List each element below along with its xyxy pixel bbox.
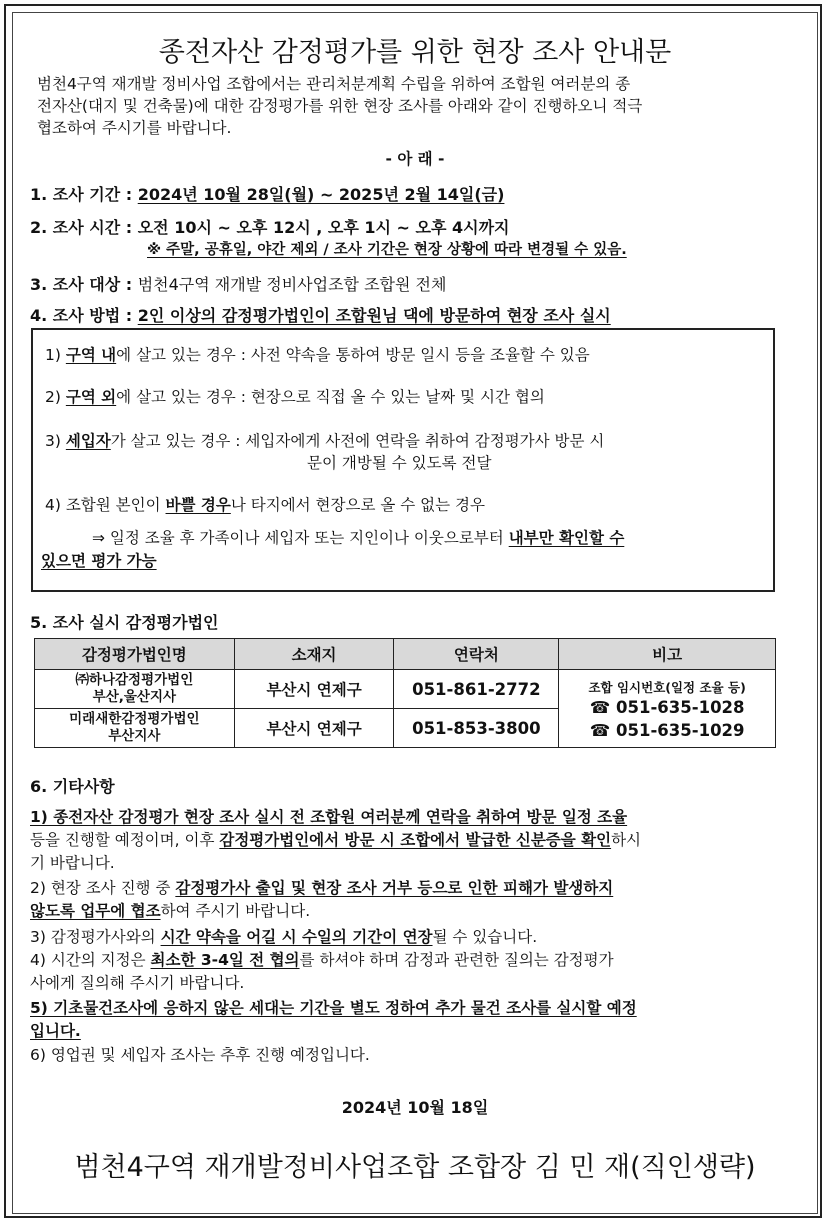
etc-2-emphasis-b: 않도록 업무에 협조: [30, 902, 161, 920]
signature-line: 범천4구역 재개발정비사업조합 조합장 김 민 재(직인생략): [74, 1152, 756, 1183]
case-2-emphasis: 구역 외: [65, 388, 117, 406]
etc-5-line-1: 5) 기초물건조사에 응하지 않은 세대는 기간을 별도 정하여 추가 물건 조사를 실시할 예정: [30, 999, 637, 1017]
item-time: [30, 215, 510, 238]
firm-name-cell: [35, 709, 235, 748]
header-remarks: 비고: [559, 639, 776, 670]
case-tenant-line-2: 문이 개방될 수 있도록 전달: [307, 454, 492, 472]
item-period-label: 1. 조사 기간 :: [30, 185, 138, 204]
intro-line-3: 협조하여 주시기를 바랍니다.: [37, 119, 232, 137]
remarks-phone-2: ☎ 051-635-1029: [589, 720, 745, 740]
item-method: [30, 303, 611, 326]
item-time-value: 오전 10시 ~ 오후 12시 , 오후 1시 ~ 오후 4시까지: [137, 218, 510, 237]
notice-date: 2024년 10월 18일: [341, 1098, 489, 1117]
item-time-note: ※ 주말, 공휴일, 야간 제외 / 조사 기간은 현장 상황에 따라 변경될 수 있음.: [147, 242, 627, 258]
center-heading: - 아 래 -: [385, 150, 445, 168]
firm-location: 부산시 연제구: [234, 670, 394, 709]
etc-1-text-a: 등을 진행할 예정이며, 이후: [30, 831, 220, 849]
etc-4-text-a: 4) 시간의 지정은: [30, 951, 151, 969]
etc-6: 6) 영업권 및 세입자 조사는 추후 진행 예정입니다.: [30, 1046, 370, 1064]
case-1-emphasis: 구역 내: [65, 346, 117, 364]
etc-2-emphasis: 감정평가사 출입 및 현장 조사 거부 등으로 인한 피해가 발생하지: [175, 879, 614, 897]
case-4-line-2-text: ⇒ 일정 조율 후 가족이나 세입자 또는 지인이나 이웃으로부터: [92, 529, 509, 547]
etc-4-emphasis: 최소한 3-4일 전 협의: [150, 951, 300, 969]
firm-name: ㈜하나감정평가법인: [75, 672, 194, 688]
etc-2-text-b: 하여 주시기 바랍니다.: [160, 902, 311, 920]
etc-1-line-1: 1) 종전자산 감정평가 현장 조사 실시 전 조합원 여러분께 연락을 취하여 방문 일정 조율: [30, 808, 628, 826]
item-period-value: 2024년 10월 28일(월) ~ 2025년 2월 14일(금): [137, 185, 505, 204]
firm-phone: 051-853-3800: [394, 709, 559, 748]
etc-4-line-2: 사에게 질의해 주시기 바랍니다.: [30, 974, 245, 992]
firm-name: 미래새한감정평가법인: [69, 711, 200, 727]
remarks-cell: [559, 670, 776, 748]
firm-branch: 부산,울산지사: [92, 689, 177, 705]
section-5-heading: 5. 조사 실시 감정평가법인: [30, 613, 219, 632]
item-target-label: 3. 조사 대상 :: [30, 275, 138, 294]
item-period: [30, 182, 504, 205]
case-2-text: 에 살고 있는 경우 : 현장으로 직접 올 수 있는 날짜 및 시간 협의: [116, 388, 545, 406]
case-busy-line-2: [92, 527, 624, 549]
case-4-emphasis: 바쁠 경우: [165, 496, 231, 514]
document-title: 종전자산 감정평가를 위한 현장 조사 안내문: [158, 37, 672, 68]
item-target-value: 범천4구역 재개발 정비사업조합 조합원 전체: [137, 275, 447, 294]
remarks-title: 조합 임시번호(일정 조율 등): [588, 679, 746, 695]
header-firm-name: 감정평가법인명: [35, 639, 235, 670]
firm-branch: 부산지사: [108, 728, 161, 744]
case-3-number: 3): [45, 432, 66, 450]
case-3-text: 가 살고 있는 경우 : 세입자에게 사전에 연락을 취하여 감정평가사 방문 시: [110, 432, 605, 450]
etc-4-text-b: 를 하셔야 하며 감정과 관련한 질의는 감정평가: [299, 951, 614, 969]
case-outside-area: [45, 386, 545, 408]
header-contact: 연락처: [394, 639, 559, 670]
case-4-text-a: 4) 조합원 본인이: [45, 496, 166, 514]
header-location: 소재지: [234, 639, 394, 670]
section-6-heading: 6. 기타사항: [30, 777, 115, 796]
etc-2-text: 2) 현장 조사 진행 중: [30, 879, 176, 897]
remarks-phone-1: ☎ 051-635-1028: [589, 697, 745, 717]
etc-3-emphasis: 시간 약속을 어길 시 수일의 기간이 연장: [160, 928, 433, 946]
firm-phone: 051-861-2772: [394, 670, 559, 709]
intro-line-1: 범천4구역 재개발 정비사업 조합에서는 관리처분계획 수립을 위하여 조합원 여러분의 종: [37, 75, 631, 93]
etc-1-text-b: 하시: [611, 831, 642, 849]
etc-2-line-2: [30, 900, 310, 922]
case-2-number: 2): [45, 388, 66, 406]
item-method-label: 4. 조사 방법 :: [30, 306, 138, 325]
etc-4-line-1: [30, 949, 614, 971]
etc-1-line-2: [30, 829, 641, 851]
case-3-emphasis: 세입자: [65, 432, 111, 450]
case-4-line-2-emphasis: 내부만 확인할 수: [508, 529, 625, 547]
item-target: [30, 272, 446, 295]
table-header-row: [35, 639, 776, 670]
case-tenant: [45, 430, 604, 452]
case-busy: [45, 494, 485, 516]
firm-location: 부산시 연제구: [234, 709, 394, 748]
etc-3-text-a: 3) 감정평가사와의: [30, 928, 161, 946]
case-4-text-b: 나 타지에서 현장으로 올 수 없는 경우: [230, 496, 485, 514]
item-time-label: 2. 조사 시간 :: [30, 218, 138, 237]
case-inside-area: [45, 344, 590, 366]
etc-3-text-b: 될 수 있습니다.: [432, 928, 538, 946]
etc-3: [30, 926, 537, 948]
case-busy-line-3: 있으면 평가 가능: [41, 552, 157, 570]
item-method-value: 2인 이상의 감정평가법인이 조합원님 댁에 방문하여 현장 조사 실시: [137, 306, 611, 325]
etc-5-line-2: 입니다.: [30, 1022, 81, 1040]
intro-line-2: 전자산(대지 및 건축물)에 대한 감정평가를 위한 현장 조사를 아래와 같이 진행하오니 적극: [37, 97, 643, 115]
etc-1-emphasis: 감정평가법인에서 방문 시 조합에서 발급한 신분증을 확인: [219, 831, 612, 849]
case-1-number: 1): [45, 346, 66, 364]
table-row: [35, 670, 776, 709]
firm-name-cell: [35, 670, 235, 709]
case-1-text: 에 살고 있는 경우 : 사전 약속을 통하여 방문 일시 등을 조율할 수 있음: [116, 346, 590, 364]
appraisal-firm-table: [34, 638, 776, 748]
etc-1-line-3: 기 바랍니다.: [30, 854, 115, 872]
etc-2-line-1: [30, 877, 613, 899]
